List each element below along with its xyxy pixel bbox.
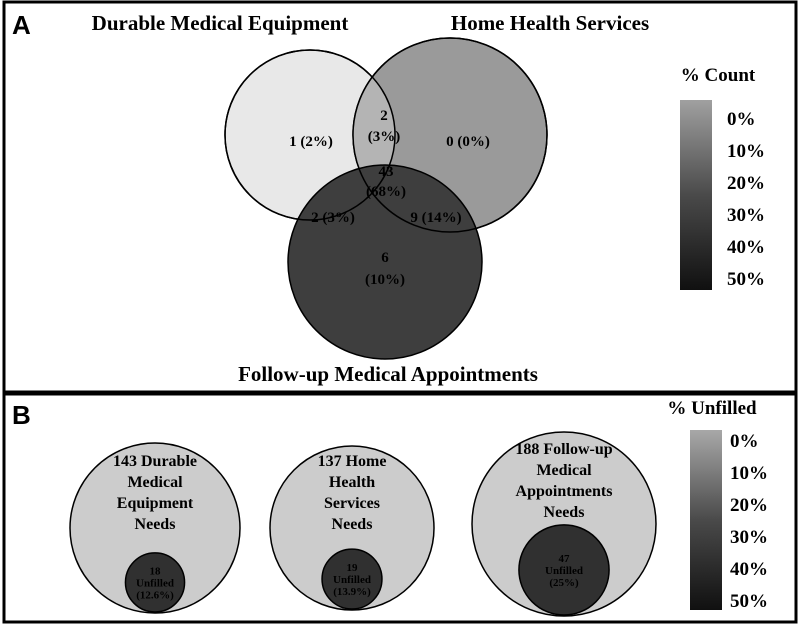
region-fu-only-count: 6 [381,250,389,266]
region-all-count: 43 [378,164,394,180]
set-title-hhs: Home Health Services [450,11,650,35]
legend-b-tick-0: 0% [730,431,759,452]
legend-b-tick-2: 20% [730,495,768,516]
needs-title-0-line-2: Equipment [116,495,194,512]
needs-circles [70,432,656,616]
legend-a-tick-4: 40% [727,237,765,258]
needs-title-2-line-1: Medical [536,462,592,479]
unfilled-label-2-line-2: (25%) [549,576,579,589]
needs-title-1-line-0: 137 Home [317,453,387,470]
region-hhs-fu: 9 (14%) [410,210,462,226]
legend-b-tick-5: 50% [730,591,768,612]
needs-title-0-line-1: Medical [127,474,183,491]
panel-a-letter: A [12,10,31,40]
needs-title-2-line-0: 188 Follow-up [515,441,613,458]
needs-title-0-line-3: Needs [134,516,176,533]
legend-a-title: % Count [680,65,756,86]
needs-title-0-line-0: 143 Durable [113,453,197,470]
needs-title-1-line-2: Services [324,495,380,512]
needs-title-2-line-3: Needs [543,504,585,521]
legend-a-tick-1: 10% [727,141,765,162]
legend-b-tick-1: 10% [730,463,768,484]
unfilled-label-0-line-2: (12.6%) [136,589,174,602]
region-dme-fu: 2 (3%) [311,210,355,226]
region-dme-only: 1 (2%) [289,134,333,150]
unfilled-label-0-line-0: 18 [149,565,161,578]
set-title-fu: Follow-up Medical Appointments [238,362,538,386]
legend-a-colorbar [680,100,712,290]
legend-b-colorbar [690,430,722,610]
legend-b-title: % Unfilled [667,398,757,419]
legend-b-tick-3: 30% [730,527,768,548]
region-fu-only-pct: (10%) [365,272,405,288]
needs-title-2-line-2: Appointments [515,483,613,500]
unfilled-label-1-line-1: Unfilled [333,574,371,587]
legend-a-tick-2: 20% [727,173,765,194]
region-dme-hhs-pct: (3%) [367,129,401,145]
unfilled-label-1-line-2: (13.9%) [333,586,371,599]
needs-title-1-line-3: Needs [331,516,373,533]
set-title-dme: Durable Medical Equipment [91,11,349,35]
legend-b-tick-4: 40% [730,559,768,580]
legend-b-ticks [730,431,768,612]
legend-a-ticks [727,109,765,290]
region-dme-hhs-count: 2 [380,108,388,124]
legend-a-tick-0: 0% [727,109,756,130]
unfilled-label-2-line-1: Unfilled [545,564,583,577]
unfilled-label-1-line-0: 19 [346,562,358,575]
unfilled-label-0-line-1: Unfilled [136,577,174,590]
needs-title-1-line-1: Health [328,474,376,491]
unfilled-label-2-line-0: 47 [558,552,570,565]
legend-a-tick-5: 50% [727,269,765,290]
region-hhs-only: 0 (0%) [446,134,490,150]
legend-a-tick-3: 30% [727,205,765,226]
region-all-pct: (68%) [366,184,406,200]
panel-b-letter: B [12,400,31,430]
